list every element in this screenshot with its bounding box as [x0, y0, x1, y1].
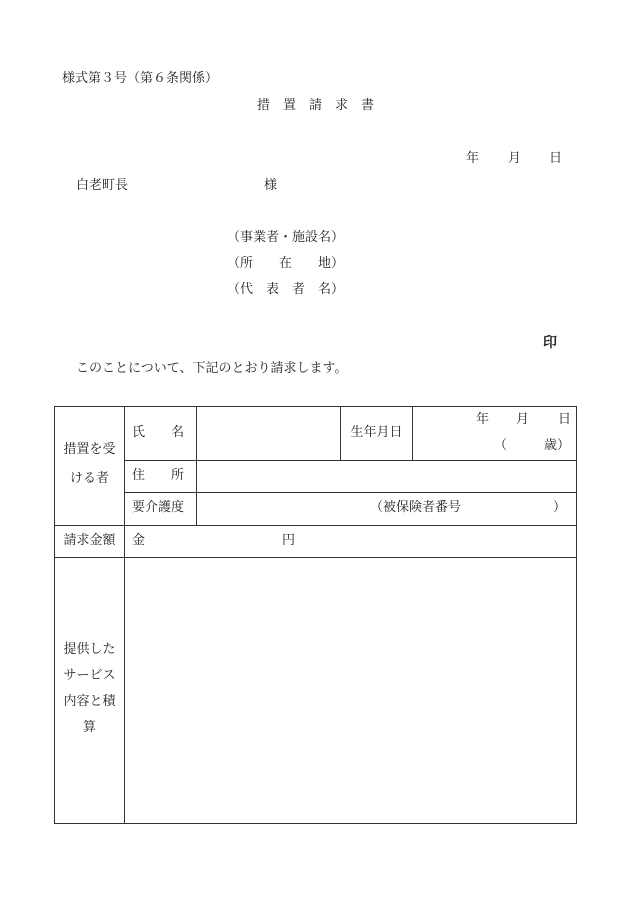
- divider-birth-label-right: [412, 406, 413, 460]
- intro-text: このことについて、下記のとおり請求します。: [76, 361, 348, 376]
- divider-row-address: [124, 492, 577, 493]
- name-field[interactable]: [197, 407, 340, 460]
- service-label-line1: 提供した: [63, 642, 116, 657]
- document-title: 措 置 請 求 書: [257, 98, 375, 113]
- service-content-field[interactable]: [125, 558, 576, 823]
- form-number: 様式第３号（第６条関係）: [62, 71, 219, 86]
- address-field[interactable]: [197, 461, 576, 492]
- recipient-label-line1: 措置を受: [63, 442, 116, 457]
- birthdate-label: 生年月日: [350, 425, 403, 440]
- name-label: 氏 名: [132, 425, 185, 440]
- birth-day-label: 日: [558, 412, 572, 427]
- date-day: 日: [549, 151, 563, 166]
- service-label-line4: 算: [82, 720, 96, 735]
- seal-mark: 印: [543, 335, 557, 351]
- amount-label: 請求金額: [63, 533, 116, 548]
- service-label-line2: サービス: [63, 668, 116, 683]
- insured-number-close: ）: [553, 500, 567, 515]
- amount-unit: 円: [282, 533, 296, 548]
- insured-number-label: （被保険者番号: [370, 500, 462, 515]
- age-open-paren: （: [494, 438, 508, 453]
- request-table: [54, 406, 577, 824]
- table-border-right: [576, 406, 577, 824]
- divider-row-recipient: [54, 525, 577, 526]
- date-month: 月: [508, 151, 522, 166]
- age-suffix: 歳）: [544, 438, 571, 453]
- recipient-label-line2: ける者: [69, 471, 109, 486]
- birth-year-label: 年: [476, 412, 490, 427]
- applicant-representative-label: （代 表 者 名）: [227, 282, 345, 297]
- table-border-left: [54, 406, 55, 824]
- addressee-suffix: 様: [264, 178, 278, 193]
- addressee-name: 白老町長: [76, 178, 129, 193]
- address-label: 住 所: [132, 468, 185, 483]
- amount-prefix: 金: [132, 533, 146, 548]
- date-year: 年: [466, 151, 480, 166]
- applicant-address-label: （所 在 地）: [227, 256, 345, 271]
- service-label-line3: 内容と積: [63, 694, 116, 709]
- care-level-label: 要介護度: [132, 500, 185, 515]
- table-border-bottom: [54, 823, 577, 824]
- birth-month-label: 月: [516, 412, 530, 427]
- applicant-facility-label: （事業者・施設名）: [227, 230, 345, 245]
